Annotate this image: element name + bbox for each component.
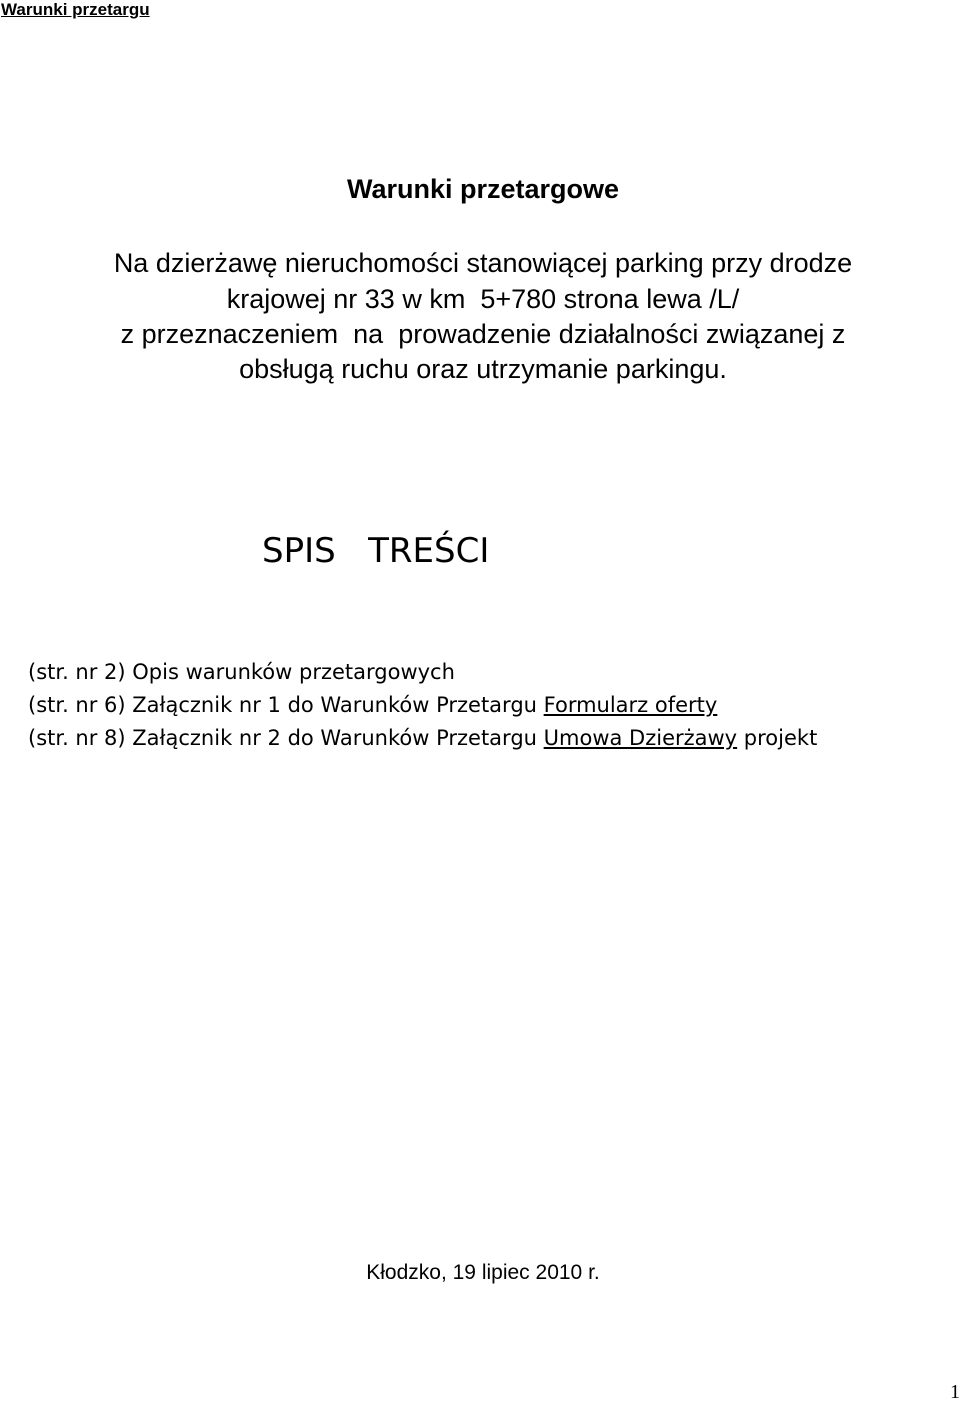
- toc-heading: SPIS TREŚCI: [262, 531, 490, 571]
- toc-entry-text: (str. nr 6) Załącznik nr 1 do Warunków Przetargu: [28, 693, 544, 717]
- page-number: 1: [950, 1381, 960, 1403]
- toc-entry-text: (str. nr 2) Opis warunków przetargowych: [28, 660, 455, 684]
- running-header: Warunki przetargu: [1, 0, 150, 19]
- place-and-date: Kłodzko, 19 lipiec 2010 r.: [366, 1261, 600, 1284]
- document-title: Warunki przetargowe: [346, 174, 620, 204]
- toc-entry-1: [28, 656, 817, 689]
- table-of-contents: [28, 656, 817, 755]
- intro-line-2: krajowej nr 33 w km 5+780 strona lewa /L/: [226, 284, 740, 314]
- toc-entry-3: [28, 722, 817, 755]
- intro-line-4: obsługą ruchu oraz utrzymanie parkingu.: [239, 354, 727, 384]
- toc-entry-text: (str. nr 8) Załącznik nr 2 do Warunków Przetargu: [28, 726, 544, 750]
- intro-line-1: Na dzierżawę nieruchomości stanowiącej parking przy drodze: [113, 248, 853, 278]
- toc-entry-2: [28, 689, 817, 722]
- toc-link-formularz-oferty[interactable]: Formularz oferty: [543, 693, 718, 717]
- toc-link-umowa-dzierzawy[interactable]: Umowa Dzierżawy: [543, 726, 738, 750]
- intro-line-3: z przeznaczeniem na prowadzenie działalności związanej z: [120, 319, 846, 349]
- toc-entry-suffix: projekt: [737, 726, 818, 750]
